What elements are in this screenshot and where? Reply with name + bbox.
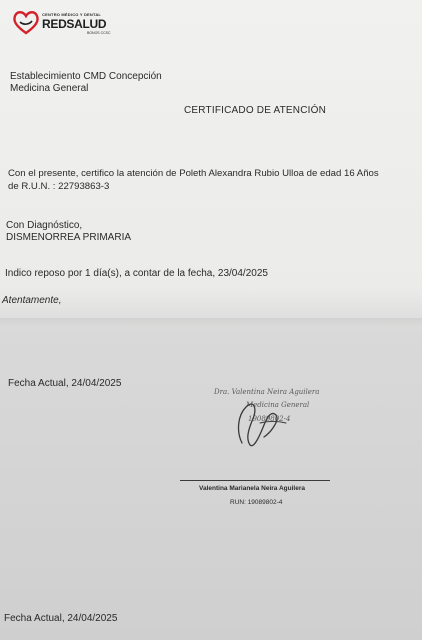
diagnosis-value: DISMENORREA PRIMARIA <box>6 232 132 243</box>
signer-run: RUN: 19089802-4 <box>230 499 283 506</box>
heart-logo-icon <box>12 10 40 36</box>
paper-fold <box>0 318 422 328</box>
rest-indication: Indico reposo por 1 día(s), a contar de la fecha, 23/04/2025 <box>5 268 268 279</box>
certificate-title: CERTIFICADO DE ATENCIÓN <box>184 105 327 116</box>
establishment-name: Establecimiento CMD Concepción <box>10 71 162 82</box>
diagnosis-label: Con Diagnóstico, <box>6 220 83 231</box>
redsalud-logo <box>12 10 122 36</box>
specialty-name: Medicina General <box>10 83 89 94</box>
signature-line <box>180 480 330 481</box>
closing-text: Atentamente, <box>2 295 62 306</box>
stamp-line-3: 19089802-4 <box>248 415 291 423</box>
logo-sub-text: BONOS CCSC <box>87 31 111 35</box>
logo-small-text: CENTRO MÉDICO Y DENTAL <box>42 12 102 17</box>
logo-brand-text: REDSALUD <box>42 17 107 31</box>
handwritten-signature <box>206 385 326 455</box>
certification-line-1: Con el presente, certifico la atención de Poleth Alexandra Rubio Ulloa de edad 16 Años <box>8 168 379 179</box>
current-date-2: Fecha Actual, 24/04/2025 <box>4 613 118 624</box>
stamp-line-2: Medicina General <box>246 401 310 409</box>
certification-line-2: de R.U.N. : 22793863-3 <box>8 181 110 192</box>
stamp-line-1: Dra. Valentina Neira Aguilera <box>214 388 320 396</box>
current-date-1: Fecha Actual, 24/04/2025 <box>8 378 122 389</box>
signer-name: Valentina Marianela Neira Aguilera <box>199 485 305 492</box>
